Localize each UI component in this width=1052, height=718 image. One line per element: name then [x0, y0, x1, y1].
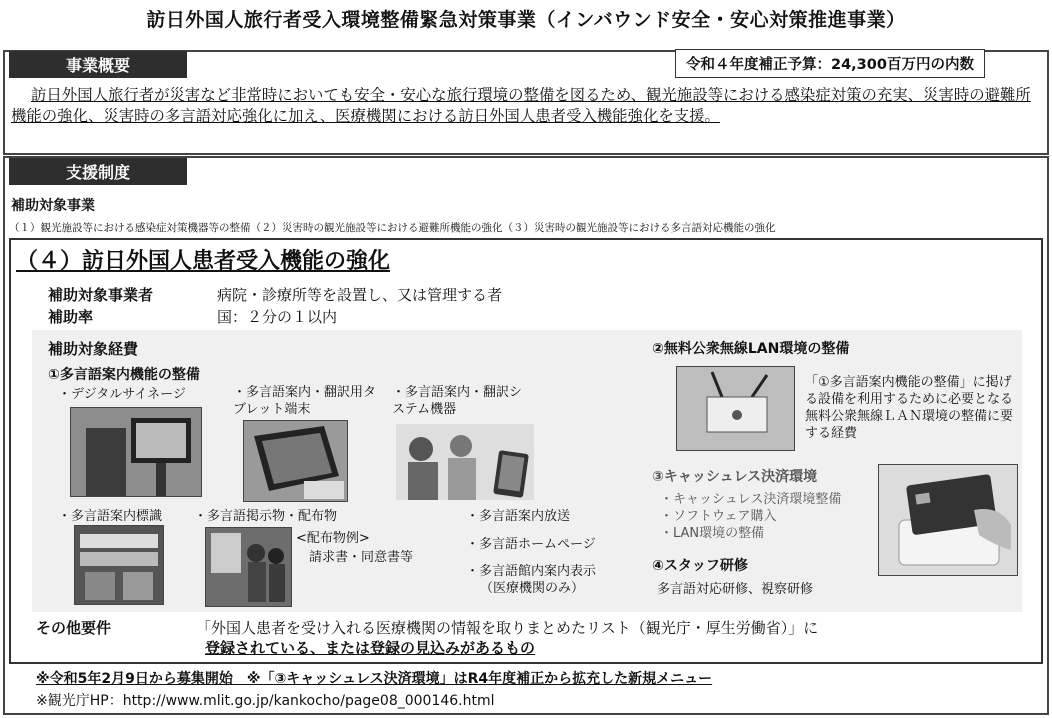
indoor-display-note: （医療機関のみ） — [480, 581, 585, 596]
item4-title: ④スタッフ研修 — [652, 558, 748, 574]
other-text-2-content: 登録されている、または登録の見込みがあるもの — [205, 639, 536, 657]
posters-photo — [205, 527, 292, 607]
footer-note-1-text: ※令和5年2月9日から募集開始 ※「③キャッシュレス決済環境」はR4年度補正から拡充した新規メニュー — [36, 671, 713, 687]
cashless-photo — [878, 464, 1018, 576]
homepage-label: ・多言語ホームページ — [466, 537, 596, 552]
overview-paragraph: 訪日外国人旅行者が災害など非常時においても安全・安心な旅行環境の整備を図るため、観光施設等における感染症対策の充実、災害時の避難所機能の強化、災害時の多言語対応強化に加え、医療機関における訪日外国人患者受入機能強化を支援。 — [11, 86, 1031, 125]
system-illustration — [396, 424, 534, 500]
system-label — [392, 384, 532, 418]
card-payment-illustration — [879, 465, 1017, 575]
rate-label: 補助率 — [48, 308, 94, 326]
overview-text — [11, 85, 1035, 127]
item3-line-3: ・LAN環境の整備 — [660, 526, 765, 541]
item4-desc: 多言語対応研修、視察研修 — [657, 582, 814, 597]
section4-heading-text: （４）訪日外国人患者受入機能の強化 — [16, 249, 391, 274]
handout-example: <配布物例> — [296, 531, 370, 546]
system-photo — [396, 424, 534, 500]
signs-photo — [74, 525, 164, 605]
footer-note-1 — [36, 668, 712, 688]
posters-illustration — [206, 528, 291, 606]
tablet-photo — [243, 420, 348, 502]
item3-line-1: ・キャッシュレス決済環境整備 — [660, 492, 842, 507]
item2-title: ②無料公衆無線LAN環境の整備 — [652, 341, 850, 357]
target-items: （１）観光施設等における感染症対策機器等の整備（２）災害時の観光施設等における避難所機能の強化（３）災害時の観光施設等における多言語対応機能の強化 — [9, 222, 776, 234]
other-label: その他要件 — [36, 619, 112, 637]
wifi-photo — [676, 366, 795, 451]
item3-title: ③キャッシュレス決済環境 — [652, 469, 818, 485]
signage-illustration — [71, 408, 201, 496]
page-title: 訪日外国人旅行者受入環境整備緊急対策事業（インバウンド安全・安心対策推進事業） — [146, 9, 906, 31]
system-label-text: ・多言語案内・翻訳システム機器 — [392, 385, 523, 417]
signage-label: ・デジタルサイネージ — [58, 387, 186, 402]
digital-signage-photo — [70, 407, 202, 497]
footer-note-2: ※観光庁HP：http://www.mlit.go.jp/kankocho/page08_000146.html — [36, 693, 495, 709]
item3-line-2: ・ソフトウェア購入 — [660, 509, 777, 524]
expenses-label: 補助対象経費 — [48, 340, 139, 358]
signs-label: ・多言語案内標識 — [58, 509, 163, 524]
item2-desc: 「①多言語案内機能の整備」に掲げる設備を利用するために必要となる無料公衆無線ＬＡＮ環境の整備に要する経費 — [805, 375, 1014, 441]
indoor-display-label: ・多言語館内案内表示 — [466, 564, 597, 579]
item1-title: ①多言語案内機能の整備 — [48, 367, 200, 383]
wifi-router-illustration — [677, 367, 794, 450]
tablet-label-text: ・多言語案内・翻訳用タブレット端末 — [233, 385, 377, 417]
target-heading: 補助対象事業 — [11, 198, 95, 214]
broadcast-label: ・多言語案内放送 — [466, 509, 571, 524]
posters-label: ・多言語掲示物・配布物 — [194, 509, 338, 524]
operator-value: 病院・診療所等を設置し、又は管理する者 — [217, 286, 503, 304]
budget-label: 令和４年度補正予算：24,300百万円の内数 — [675, 49, 985, 78]
tablet-label — [233, 384, 383, 418]
signs-illustration — [75, 526, 163, 604]
other-text: 「外国人患者を受け入れる医療機関の情報を取りまとめたリスト（観光庁・厚生労働省）」に — [196, 619, 819, 637]
other-text-2 — [205, 637, 535, 658]
operator-label: 補助対象事業者 — [48, 286, 154, 304]
section4-heading — [16, 244, 390, 275]
overview-tab: 事業概要 — [9, 51, 187, 78]
support-tab: 支援制度 — [9, 158, 187, 185]
rate-value: 国：２分の１以内 — [217, 308, 338, 326]
handout-items: 請求書・同意書等 — [309, 550, 414, 565]
tablet-illustration — [244, 421, 347, 501]
